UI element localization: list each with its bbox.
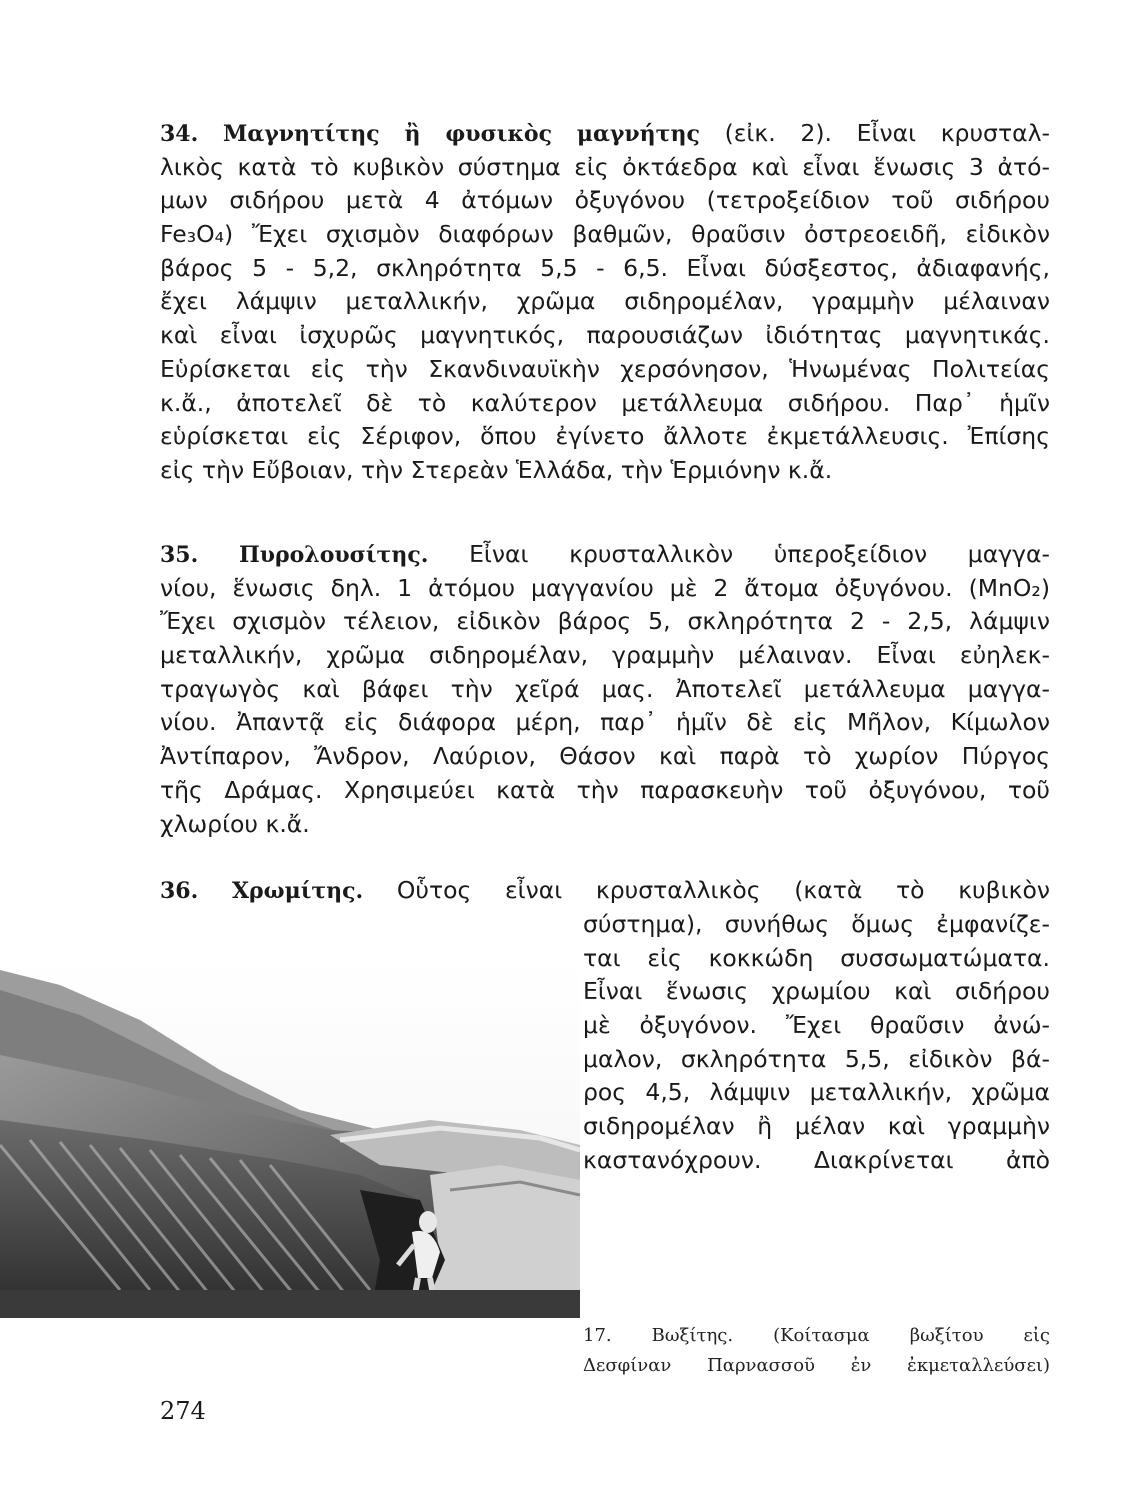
text-line: Οὗτος εἶναι κρυσταλλικὸς (κατὰ τὸ κυβικὸν [396, 876, 1050, 904]
text-line: σιδηρομέλαν ἢ μέλαν καὶ γραμμὴν [583, 1112, 1050, 1141]
text-line: εἰς τὴν Εὔβοιαν, τὴν Στερεὰν Ἑλλάδα, τὴν Ἑρμιόνην κ.ἄ. [160, 455, 833, 484]
section-36-number: 36. [160, 878, 199, 904]
text-line: καστανόχρουν. Διακρίνεται ἀπὸ [583, 1145, 1050, 1174]
text-line: κ.ἄ., ἀποτελεῖ δὲ τὸ καλύτερον μετάλλευμα σιδήρου. Παρ᾽ ἡμῖν [160, 388, 1050, 417]
text-line: νίου. Ἀπαντᾷ εἰς διάφορα μέρη, παρ᾽ ἡμῖν δὲ εἰς Μῆλον, Κίμωλον [160, 708, 1050, 737]
text-line: εὑρίσκεται εἰς Σέριφον, ὅπου ἐγίνετο ἄλλοτε ἐκμετάλλευσις. Ἐπίσης [160, 422, 1050, 451]
section-34-number: 34. [160, 121, 199, 147]
section-34 [160, 117, 1050, 488]
text-line: Εὑρίσκεται εἰς τὴν Σκανδιναυϊκὴν χερσόνησον, Ἡνωμένας Πολιτείας [160, 354, 1050, 383]
text-line: Εἶναι ἕνωσις χρωμίου καὶ σιδήρου [583, 977, 1050, 1006]
text-line: βάρος 5 - 5,2, σκληρότητα 5,5 - 6,5. Εἶναι δύσξεστος, ἀδιαφανής, [160, 253, 1050, 282]
text-line: καὶ εἶναι ἰσχυρῶς μαγνητικός, παρουσιάζων ἰδιότητας μαγνητικάς. [160, 321, 1050, 350]
text-line: μαλον, σκληρότητα 5,5, εἰδικὸν βά- [583, 1044, 1050, 1073]
bauxite-quarry-photo [0, 960, 580, 1318]
text-line: ἔχει λάμψιν μεταλλικήν, χρῶμα σιδηρομέλαν, γραμμὴν μέλαιναν [160, 287, 1050, 316]
text-line: Εἶναι κρυσταλλικὸν ὑπεροξείδιον μαγγα- [469, 540, 1050, 568]
section-36-continued [583, 908, 1050, 1178]
text-line: τραγωγὸς καὶ βάφει τὴν χεῖρά μας. Ἀποτελεῖ μετάλλευμα μαγγα- [160, 674, 1050, 703]
section-36-title: Χρωμίτης. [231, 878, 364, 904]
text-line: λικὸς κατὰ τὸ κυβικὸν σύστημα εἰς ὀκτάεδρα καὶ εἶναι ἕνωσις 3 ἀτό- [160, 152, 1050, 181]
text-line: ρος 4,5, λάμψιν μεταλλικήν, χρῶμα [583, 1078, 1050, 1107]
text-line: Ἔχει σχισμὸν τέλειον, εἰδικὸν βάρος 5, σκληρότητα 2 - 2,5, λάμψιν [160, 607, 1050, 636]
text-line: χλωρίου κ.ἄ. [160, 809, 310, 838]
section-35 [160, 538, 1050, 841]
text-line: σύστημα), συνήθως ὅμως ἐμφανίζε- [583, 910, 1050, 938]
text-line: Fe₃O₄) Ἔχει σχισμὸν διαφόρων βαθμῶν, θραῦσιν ὀστρεοειδῆ, εἰδικὸν [160, 220, 1050, 249]
text-line: μων σιδήρου μετὰ 4 ἀτόμων ὀξυγόνου (τετροξείδιον τοῦ σιδήρου [160, 186, 1050, 215]
section-36 [160, 874, 1050, 908]
text-line: νίου, ἕνωσις δηλ. 1 ἀτόμου μαγγανίου μὲ 2 ἄτομα ὀξυγόνου. (MnO₂) [160, 573, 1050, 602]
text-line: μεταλλικήν, χρῶμα σιδηρομέλαν, γραμμὴν μέλαιναν. Εἶναι εὐηλεκ- [160, 641, 1050, 670]
text-line: τῆς Δράμας. Χρησιμεύει κατὰ τὴν παρασκευὴν τοῦ ὀξυγόνου, τοῦ [160, 775, 1050, 804]
text-line: ται εἰς κοκκώδη συσσωματώματα. [583, 943, 1050, 972]
text-line: μὲ ὀξυγόνον. Ἔχει θραῦσιν ἀνώ- [583, 1011, 1050, 1040]
text-line: Ἀντίπαρον, Ἄνδρον, Λαύριον, Θάσον καὶ παρὰ τὸ χωρίον Πύργος [160, 742, 1050, 771]
page-number: 274 [160, 1397, 206, 1425]
section-35-title: Πυρολουσίτης. [238, 542, 429, 568]
figure-caption: Δεσφίναν Παρνασσοῦ ἐν ἐκμεταλλεύσει) [583, 1355, 1050, 1376]
section-35-number: 35. [160, 542, 199, 568]
section-34-title: Μαγνητίτης ἢ φυσικὸς μαγνήτης [222, 121, 700, 147]
figure-caption: 17. Βωξίτης. (Κοίτασμα βωξίτου εἰς [583, 1325, 1050, 1346]
text-line: (εἰκ. 2). Εἶναι κρυσταλ- [724, 119, 1050, 147]
